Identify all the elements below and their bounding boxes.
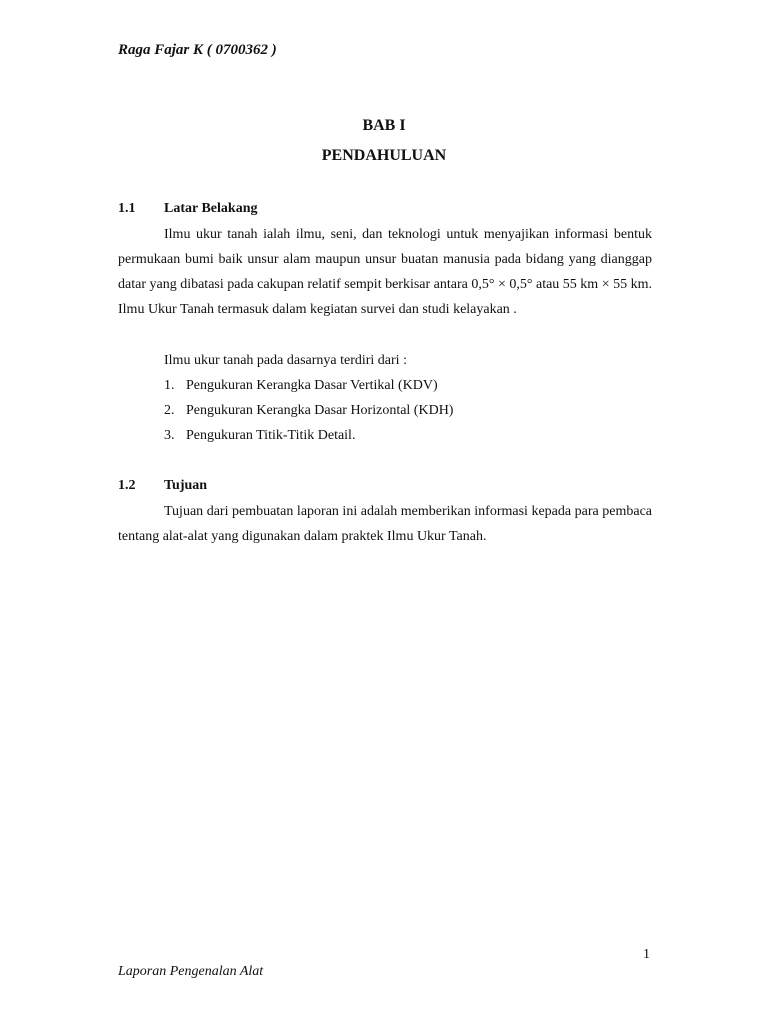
section-title: Latar Belakang bbox=[164, 201, 258, 216]
section-number: 1.1 bbox=[118, 201, 136, 216]
list-item bbox=[164, 398, 453, 423]
list-item bbox=[164, 423, 453, 448]
running-header: Raga Fajar K ( 0700362 ) bbox=[118, 42, 277, 58]
section-heading-1-1 bbox=[118, 201, 257, 217]
page-number: 1 bbox=[643, 947, 650, 962]
list-text: Pengukuran Kerangka Dasar Vertikal (KDV) bbox=[186, 378, 438, 393]
section-number: 1.2 bbox=[118, 478, 136, 493]
chapter-title: PENDAHULUAN bbox=[321, 147, 447, 164]
chapter-label: BAB I bbox=[362, 117, 406, 134]
paragraph-background: Ilmu ukur tanah ialah ilmu, seni, dan teknologi untuk menyajikan informasi bentuk permukaan bumi baik unsur alam maupun unsur buatan manusia pada bidang yang dianggap datar yang dibatasi pada cakupan relatif sempit berkisar antara 0,5° × 0,5° atau 55 km × 55 km. Ilmu Ukur Tanah termasuk dalam kegiatan survei dan studi kelayakan . bbox=[118, 227, 652, 317]
list-item bbox=[164, 373, 453, 398]
list-number: 1. bbox=[164, 378, 175, 393]
section-title: Tujuan bbox=[164, 478, 208, 493]
list-text: Pengukuran Kerangka Dasar Horizontal (KDH) bbox=[186, 403, 454, 418]
list-number: 2. bbox=[164, 403, 175, 418]
paragraph-components-intro: Ilmu ukur tanah pada dasarnya terdiri dari : bbox=[164, 353, 407, 368]
paragraph-purpose: Tujuan dari pembuatan laporan ini adalah memberikan informasi kepada para pembaca tentang alat-alat yang digunakan dalam praktek Ilmu Ukur Tanah. bbox=[118, 504, 652, 544]
list-number: 3. bbox=[164, 428, 175, 443]
section-heading-1-2 bbox=[118, 478, 207, 494]
running-footer: Laporan Pengenalan Alat bbox=[118, 964, 264, 979]
list-text: Pengukuran Titik-Titik Detail. bbox=[186, 428, 356, 443]
components-list bbox=[164, 373, 453, 448]
